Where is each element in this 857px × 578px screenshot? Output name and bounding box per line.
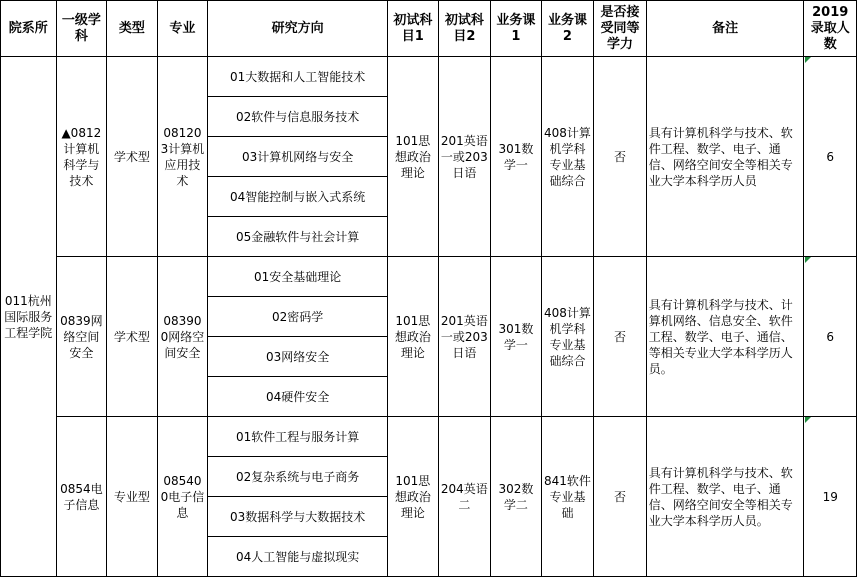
school-cell[interactable]: 011杭州国际服务工程学院: [1, 57, 57, 577]
enroll-cell[interactable]: 19: [804, 417, 857, 577]
direction-cell[interactable]: 03网络安全: [208, 337, 388, 377]
exam1-cell[interactable]: 101思想政治理论: [388, 417, 439, 577]
header-remark[interactable]: 备注: [646, 1, 804, 57]
exam1-cell[interactable]: 101思想政治理论: [388, 257, 439, 417]
comment-marker-icon: [805, 257, 811, 263]
direction-cell[interactable]: 01软件工程与服务计算: [208, 417, 388, 457]
remark-cell[interactable]: 具有计算机科学与技术、软件工程、数学、电子、通信、网络空间安全等相关专业大学本科学历人员。: [646, 417, 804, 577]
type-cell[interactable]: 学术型: [107, 257, 158, 417]
header-exam1[interactable]: 初试科目1: [388, 1, 439, 57]
direction-cell[interactable]: 02复杂系统与电子商务: [208, 457, 388, 497]
header-major[interactable]: 专业: [157, 1, 208, 57]
course1-cell[interactable]: 301数学一: [491, 57, 542, 257]
table-row: [1, 257, 857, 297]
course2-cell[interactable]: 408计算机学科专业基础综合: [541, 57, 594, 257]
exam2-cell[interactable]: 201英语一或203日语: [438, 257, 491, 417]
header-equivalent[interactable]: 是否接受同等学力: [594, 1, 647, 57]
equivalent-cell[interactable]: 否: [594, 57, 647, 257]
course1-cell[interactable]: 301数学一: [491, 257, 542, 417]
remark-cell[interactable]: 具有计算机科学与技术、软件工程、数学、电子、通信、网络空间安全等相关专业大学本科学历人员: [646, 57, 804, 257]
type-cell[interactable]: 学术型: [107, 57, 158, 257]
equivalent-cell[interactable]: 否: [594, 417, 647, 577]
first-level-cell[interactable]: 0854电子信息: [56, 417, 107, 577]
major-cell[interactable]: 081203计算机应用技术: [157, 57, 208, 257]
header-course2[interactable]: 业务课2: [541, 1, 594, 57]
header-first-level[interactable]: 一级学科: [56, 1, 107, 57]
header-course1[interactable]: 业务课1: [491, 1, 542, 57]
header-row: [1, 1, 857, 57]
first-level-cell[interactable]: ▲0812计算机科学与技术: [56, 57, 107, 257]
direction-cell[interactable]: 03数据科学与大数据技术: [208, 497, 388, 537]
exam2-cell[interactable]: 204英语二: [438, 417, 491, 577]
direction-cell[interactable]: 05金融软件与社会计算: [208, 217, 388, 257]
direction-cell[interactable]: 03计算机网络与安全: [208, 137, 388, 177]
major-cell[interactable]: 083900网络空间安全: [157, 257, 208, 417]
enroll-cell[interactable]: 6: [804, 257, 857, 417]
course1-cell[interactable]: 302数学二: [491, 417, 542, 577]
table-row: [1, 57, 857, 97]
comment-marker-icon: [805, 57, 811, 63]
direction-cell[interactable]: 01大数据和人工智能技术: [208, 57, 388, 97]
header-exam2[interactable]: 初试科目2: [438, 1, 491, 57]
direction-cell[interactable]: 04硬件安全: [208, 377, 388, 417]
first-level-cell[interactable]: 0839网络空间安全: [56, 257, 107, 417]
exam2-cell[interactable]: 201英语一或203日语: [438, 57, 491, 257]
major-cell[interactable]: 085400电子信息: [157, 417, 208, 577]
equivalent-cell[interactable]: 否: [594, 257, 647, 417]
exam1-cell[interactable]: 101思想政治理论: [388, 57, 439, 257]
header-enroll[interactable]: 2019录取人数: [804, 1, 857, 57]
direction-cell[interactable]: 02软件与信息服务技术: [208, 97, 388, 137]
comment-marker-icon: [805, 417, 811, 423]
course2-cell[interactable]: 841软件专业基础: [541, 417, 594, 577]
direction-cell[interactable]: 04智能控制与嵌入式系统: [208, 177, 388, 217]
table-row: [1, 417, 857, 457]
type-cell[interactable]: 专业型: [107, 417, 158, 577]
header-type[interactable]: 类型: [107, 1, 158, 57]
remark-cell[interactable]: 具有计算机科学与技术、计算机网络、信息安全、软件工程、数学、电子、通信、等相关专业大学本科学历人员。: [646, 257, 804, 417]
enroll-cell[interactable]: 6: [804, 57, 857, 257]
direction-cell[interactable]: 04人工智能与虚拟现实: [208, 537, 388, 577]
direction-cell[interactable]: 02密码学: [208, 297, 388, 337]
header-school[interactable]: 院系所: [1, 1, 57, 57]
header-direction[interactable]: 研究方向: [208, 1, 388, 57]
course2-cell[interactable]: 408计算机学科专业基础综合: [541, 257, 594, 417]
direction-cell[interactable]: 01安全基础理论: [208, 257, 388, 297]
